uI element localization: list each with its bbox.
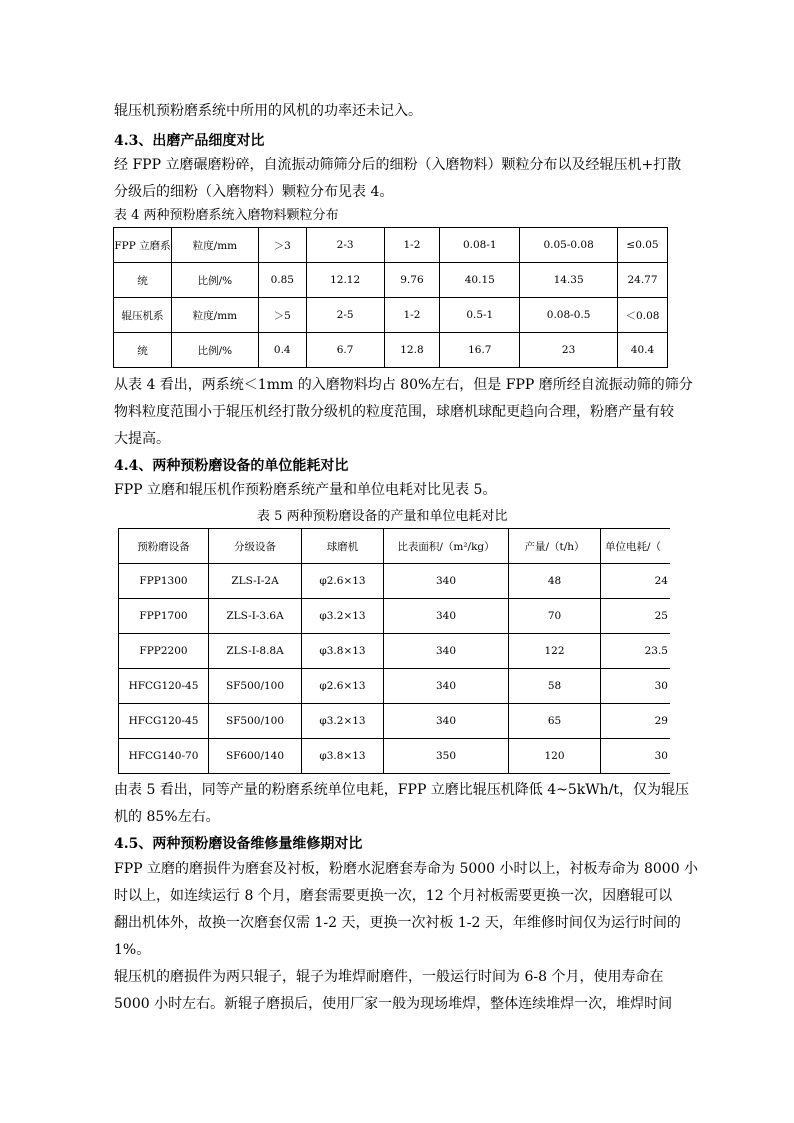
table-cell: HFCG120-45 <box>119 669 209 704</box>
table-cell: 0.05-0.08 <box>520 228 618 263</box>
section-heading-4-4: 4.4、两种预粉磨设备的单位能耗对比 <box>114 458 349 474</box>
paragraph-4-5-b-line-2: 5000 小时左右。新辊子磨损后，使用厂家一般为现场堆焊，整体连续堆焊一次，堆焊时间 <box>114 996 673 1012</box>
table-cell: FPP2200 <box>119 634 209 669</box>
table-cell: 65 <box>509 704 601 739</box>
table-header-cell: 球磨机 <box>302 529 384 564</box>
table-cell: ZLS-I-3.6A <box>209 599 302 634</box>
table-cell: 0.85 <box>258 263 306 298</box>
paragraph-4-5-a-line-1: FPP 立磨的磨损件为磨套及衬板，粉磨水泥磨套寿命为 5000 小时以上，衬板寿命为 8000 小 <box>114 861 699 877</box>
table-row <box>119 564 671 599</box>
table-cell: 1-2 <box>384 298 440 333</box>
table-row <box>119 599 671 634</box>
paragraph-4-5-a-line-4: 1%。 <box>114 942 151 958</box>
table-cell: 9.76 <box>384 263 440 298</box>
table-cell: 12.8 <box>384 333 440 368</box>
table-cell: 70 <box>509 599 601 634</box>
table-cell: 统 <box>114 333 172 368</box>
table-cell: 120 <box>509 739 601 774</box>
table-cell: 14.35 <box>520 263 618 298</box>
table-cell: 粒度/mm <box>171 228 258 263</box>
table-row <box>119 704 671 739</box>
table-cell: ＜0.08 <box>618 298 668 333</box>
table-cell: HFCG120-45 <box>119 704 209 739</box>
table-cell: 30 <box>601 739 671 774</box>
table-cell: 24 <box>601 564 671 599</box>
table-cell: ZLS-I-2A <box>209 564 302 599</box>
table-cell: 粒度/mm <box>171 298 258 333</box>
table-header-row <box>119 529 671 564</box>
table-cell: FPP1700 <box>119 599 209 634</box>
table-cell: 0.5-1 <box>440 298 520 333</box>
section-heading-4-3: 4.3、出磨产品细度对比 <box>114 133 265 149</box>
table-cell: ＞3 <box>258 228 306 263</box>
paragraph-4-5-a-line-3: 翻出机体外，故换一次磨套仅需 1-2 天，更换一次衬板 1-2 天，年维修时间仅为运行时间的 <box>114 915 681 931</box>
table-row <box>119 669 671 704</box>
table-header-cell: 单位电耗/（ <box>601 529 671 564</box>
table-cell: 12.12 <box>306 263 384 298</box>
paragraph-after-t4-line-2: 物料粒度范围小于辊压机经打散分级机的粒度范围，球磨机球配更趋向合理，粉磨产量有较 <box>114 404 674 420</box>
table-cell: ≤0.05 <box>618 228 668 263</box>
paragraph-after-t5-line-2: 机的 85%左右。 <box>114 809 220 825</box>
table-cell: 16.7 <box>440 333 520 368</box>
table-header-cell: 产量/（t/h） <box>509 529 601 564</box>
intro-paragraph: 辊压机预粉磨系统中所用的风机的功率还未记入。 <box>114 103 422 119</box>
table-cell: FPP 立磨系 <box>114 228 172 263</box>
table-4-caption: 表 4 两种预粉磨系统入磨物料颗粒分布 <box>114 208 339 223</box>
table-cell: FPP1300 <box>119 564 209 599</box>
paragraph-4-3-line-1: 经 FPP 立磨碾磨粉碎，自流振动筛筛分后的细粉（入磨物料）颗粒分布以及经辊压机+打散 <box>114 157 682 173</box>
paragraph-4-5-a-line-2: 时以上，如连续运行 8 个月，磨套需要更换一次，12 个月衬板需要更换一次，因磨辊可以 <box>114 888 673 904</box>
table-header-cell: 分级设备 <box>209 529 302 564</box>
table-cell: 6.7 <box>306 333 384 368</box>
table-cell: 340 <box>384 669 509 704</box>
table-cell: ＞5 <box>258 298 306 333</box>
table-cell: 统 <box>114 263 172 298</box>
table-cell: 0.08-1 <box>440 228 520 263</box>
table-cell: SF500/100 <box>209 704 302 739</box>
table-cell: 24.77 <box>618 263 668 298</box>
table-cell: 340 <box>384 564 509 599</box>
paragraph-4-3-line-2: 分级后的细粉（入磨物料）颗粒分布见表 4。 <box>114 184 394 200</box>
table-cell: 40.15 <box>440 263 520 298</box>
table-cell: 25 <box>601 599 671 634</box>
table-header-cell: 比表面积/（m²/kg） <box>384 529 509 564</box>
paragraph-after-t4-line-3: 大提高。 <box>114 431 170 447</box>
table-cell: 40.4 <box>618 333 668 368</box>
table-cell: 0.4 <box>258 333 306 368</box>
table-cell: φ3.8×13 <box>302 634 384 669</box>
table-cell: ZLS-I-8.8A <box>209 634 302 669</box>
table-cell: 340 <box>384 704 509 739</box>
table-cell: SF500/100 <box>209 669 302 704</box>
table-cell: 比例/% <box>171 333 258 368</box>
table-cell: φ3.8×13 <box>302 739 384 774</box>
table-cell: 340 <box>384 599 509 634</box>
paragraph-after-t5-line-1: 由表 5 看出，同等产量的粉磨系统单位电耗，FPP 立磨比辊压机降低 4~5kWh/t，仅为辊压 <box>114 782 690 798</box>
table-cell: 2-5 <box>306 298 384 333</box>
table-cell: φ3.2×13 <box>302 704 384 739</box>
table-cell: HFCG140-70 <box>119 739 209 774</box>
table-cell: 122 <box>509 634 601 669</box>
table-cell: φ2.6×13 <box>302 564 384 599</box>
table-row <box>119 739 671 774</box>
table-cell: SF600/140 <box>209 739 302 774</box>
paragraph-4-4-line-1: FPP 立磨和辊压机作预粉磨系统产量和单位电耗对比见表 5。 <box>114 482 497 498</box>
table-cell: 比例/% <box>171 263 258 298</box>
section-heading-4-5: 4.5、两种预粉磨设备维修量维修期对比 <box>114 836 363 852</box>
table-cell: φ2.6×13 <box>302 669 384 704</box>
table-cell: 1-2 <box>384 228 440 263</box>
table-cell: 340 <box>384 634 509 669</box>
paragraph-4-5-b-line-1: 辊压机的磨损件为两只辊子，辊子为堆焊耐磨件，一般运行时间为 6-8 个月，使用寿命在 <box>114 969 664 985</box>
table-cell: φ3.2×13 <box>302 599 384 634</box>
table-cell: 23 <box>520 333 618 368</box>
table-cell: 29 <box>601 704 671 739</box>
table-cell: 30 <box>601 669 671 704</box>
table-cell: 23.5 <box>601 634 671 669</box>
table-cell: 48 <box>509 564 601 599</box>
table-header-cell: 预粉磨设备 <box>119 529 209 564</box>
table-cell: 0.08-0.5 <box>520 298 618 333</box>
paragraph-after-t4-line-1: 从表 4 看出，两系统＜1mm 的入磨物料均占 80%左右，但是 FPP 磨所经自流振动筛的筛分 <box>114 377 693 393</box>
table-cell: 350 <box>384 739 509 774</box>
table-cell: 辊压机系 <box>114 298 172 333</box>
table-row <box>119 634 671 669</box>
table-5 <box>118 528 670 774</box>
table-5-caption: 表 5 两种预粉磨设备的产量和单位电耗对比 <box>257 509 508 524</box>
table-cell: 2-3 <box>306 228 384 263</box>
table-cell: 58 <box>509 669 601 704</box>
